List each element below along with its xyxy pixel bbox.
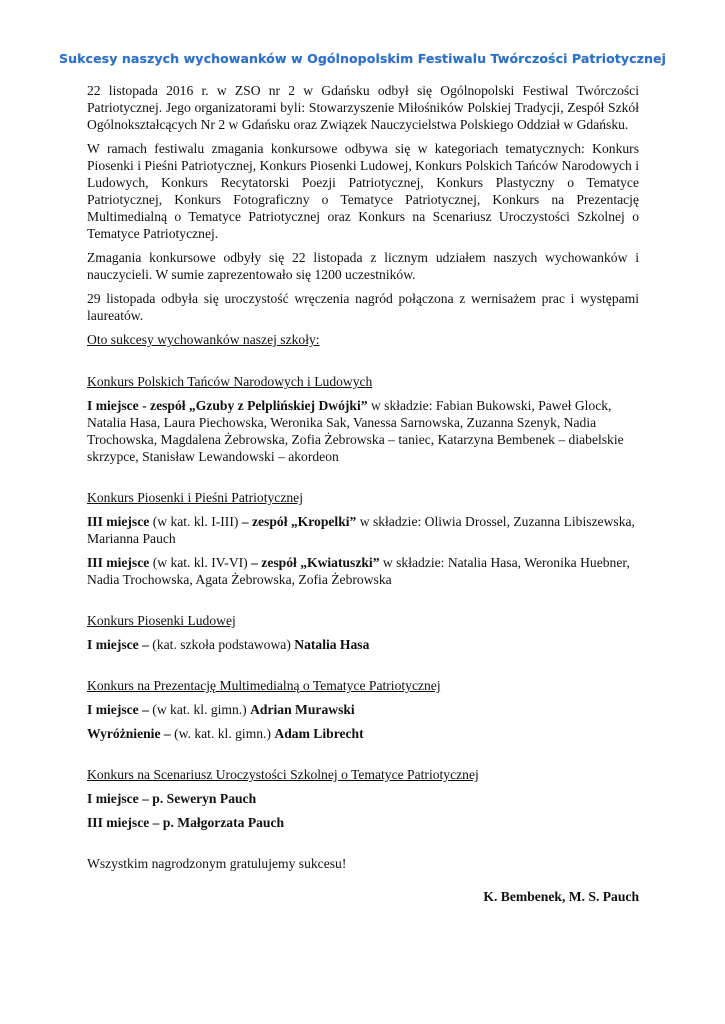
intro-paragraph-3: Zmagania konkursowe odbyły się 22 listopada z licznym udziałem naszych wychowanków i nauczycieli. W sumie zaprezentowało się 1200 uczestników.	[87, 250, 639, 282]
intro-paragraph-5: Oto sukcesy wychowanków naszej szkoły:	[87, 332, 320, 347]
award-entry: Wyróżnienie – (w. kat. kl. gimn.) Adam Librecht	[87, 726, 364, 741]
section-heading-dance: Konkurs Polskich Tańców Narodowych i Ludowych	[87, 374, 373, 389]
intro-paragraph-1: 22 listopada 2016 r. w ZSO nr 2 w Gdańsku odbył się Ogólnopolski Festiwal Twórczości Patriotycznej. Jego organizatorami byli: Stowarzyszenie Miłośników Polskiej Tradycji, Zespół Szkół Ogólnokształcących Nr 2 w Gdańsku oraz Związek Nauczycielstwa Polskiego Oddział w Gdańsku.	[87, 83, 639, 132]
document-body	[87, 82, 639, 912]
award-entry: III miejsce (w kat. kl. I-III) – zespół „Kropelki” w składzie: Oliwia Drossel, Zuzanna Libiszewska, Marianna Pauch	[87, 514, 635, 546]
award-entry: III miejsce (w kat. kl. IV-VI) – zespół „Kwiatuszki” w składzie: Natalia Hasa, Weronika Huebner, Nadia Trochowska, Agata Żebrowska, Zofia Żebrowska	[87, 555, 630, 587]
closing-text: Wszystkim nagrodzonym gratulujemy sukcesu!	[87, 856, 347, 871]
document-title: Sukcesy naszych wychowanków w Ogólnopolskim Festiwalu Twórczości Patriotycznej	[59, 51, 666, 66]
award-entry: I miejsce – p. Seweryn Pauch	[87, 791, 257, 806]
intro-paragraph-2: W ramach festiwalu zmagania konkursowe odbywa się w kategoriach tematycznych: Konkurs Piosenki i Pieśni Patriotycznej, Konkurs Piosenki Ludowej, Konkurs Polskich Tańców Narodowych i Ludowych, Konkurs Recytatorski Poezji Patriotycznej, Konkurs Plastyczny o Tematyce Patriotycznej, Konkurs Fotograficzny o Tematyce Patriotycznej, Konkurs na Prezentację Multimedialną o Tematyce Patriotycznej oraz Konkurs na Scenariusz Uroczystości Szkolnej o Tematyce Patriotycznej.	[87, 141, 639, 241]
award-entry: I miejsce - zespół „Gzuby z Pelplińskiej Dwójki” w składzie: Fabian Bukowski, Paweł Glock, Natalia Hasa, Laura Piechowska, Weronika Sak, Vanessa Sarnowska, Zuzanna Szenyk, Nadia Trochowska, Magdalena Żebrowska, Zofia Żebrowska – taniec, Katarzyna Bembenek – diabelskie skrzypce, Stanisław Lewandowski – akordeon	[87, 398, 624, 464]
section-heading-script: Konkurs na Scenariusz Uroczystości Szkolnej o Tematyce Patriotycznej	[87, 767, 479, 782]
section-heading-multimedia: Konkurs na Prezentację Multimedialną o Tematyce Patriotycznej	[87, 678, 441, 693]
section-heading-folk: Konkurs Piosenki Ludowej	[87, 613, 236, 628]
signature: K. Bembenek, M. S. Pauch	[483, 889, 639, 904]
intro-paragraph-4: 29 listopada odbyła się uroczystość wręczenia nagród połączona z wernisażem prac i występami laureatów.	[87, 291, 639, 323]
section-heading-song: Konkurs Piosenki i Pieśni Patriotycznej	[87, 490, 303, 505]
award-entry: III miejsce – p. Małgorzata Pauch	[87, 815, 285, 830]
award-entry: I miejsce – (kat. szkoła podstawowa) Natalia Hasa	[87, 637, 370, 652]
award-entry: I miejsce – (w kat. kl. gimn.) Adrian Murawski	[87, 702, 355, 717]
